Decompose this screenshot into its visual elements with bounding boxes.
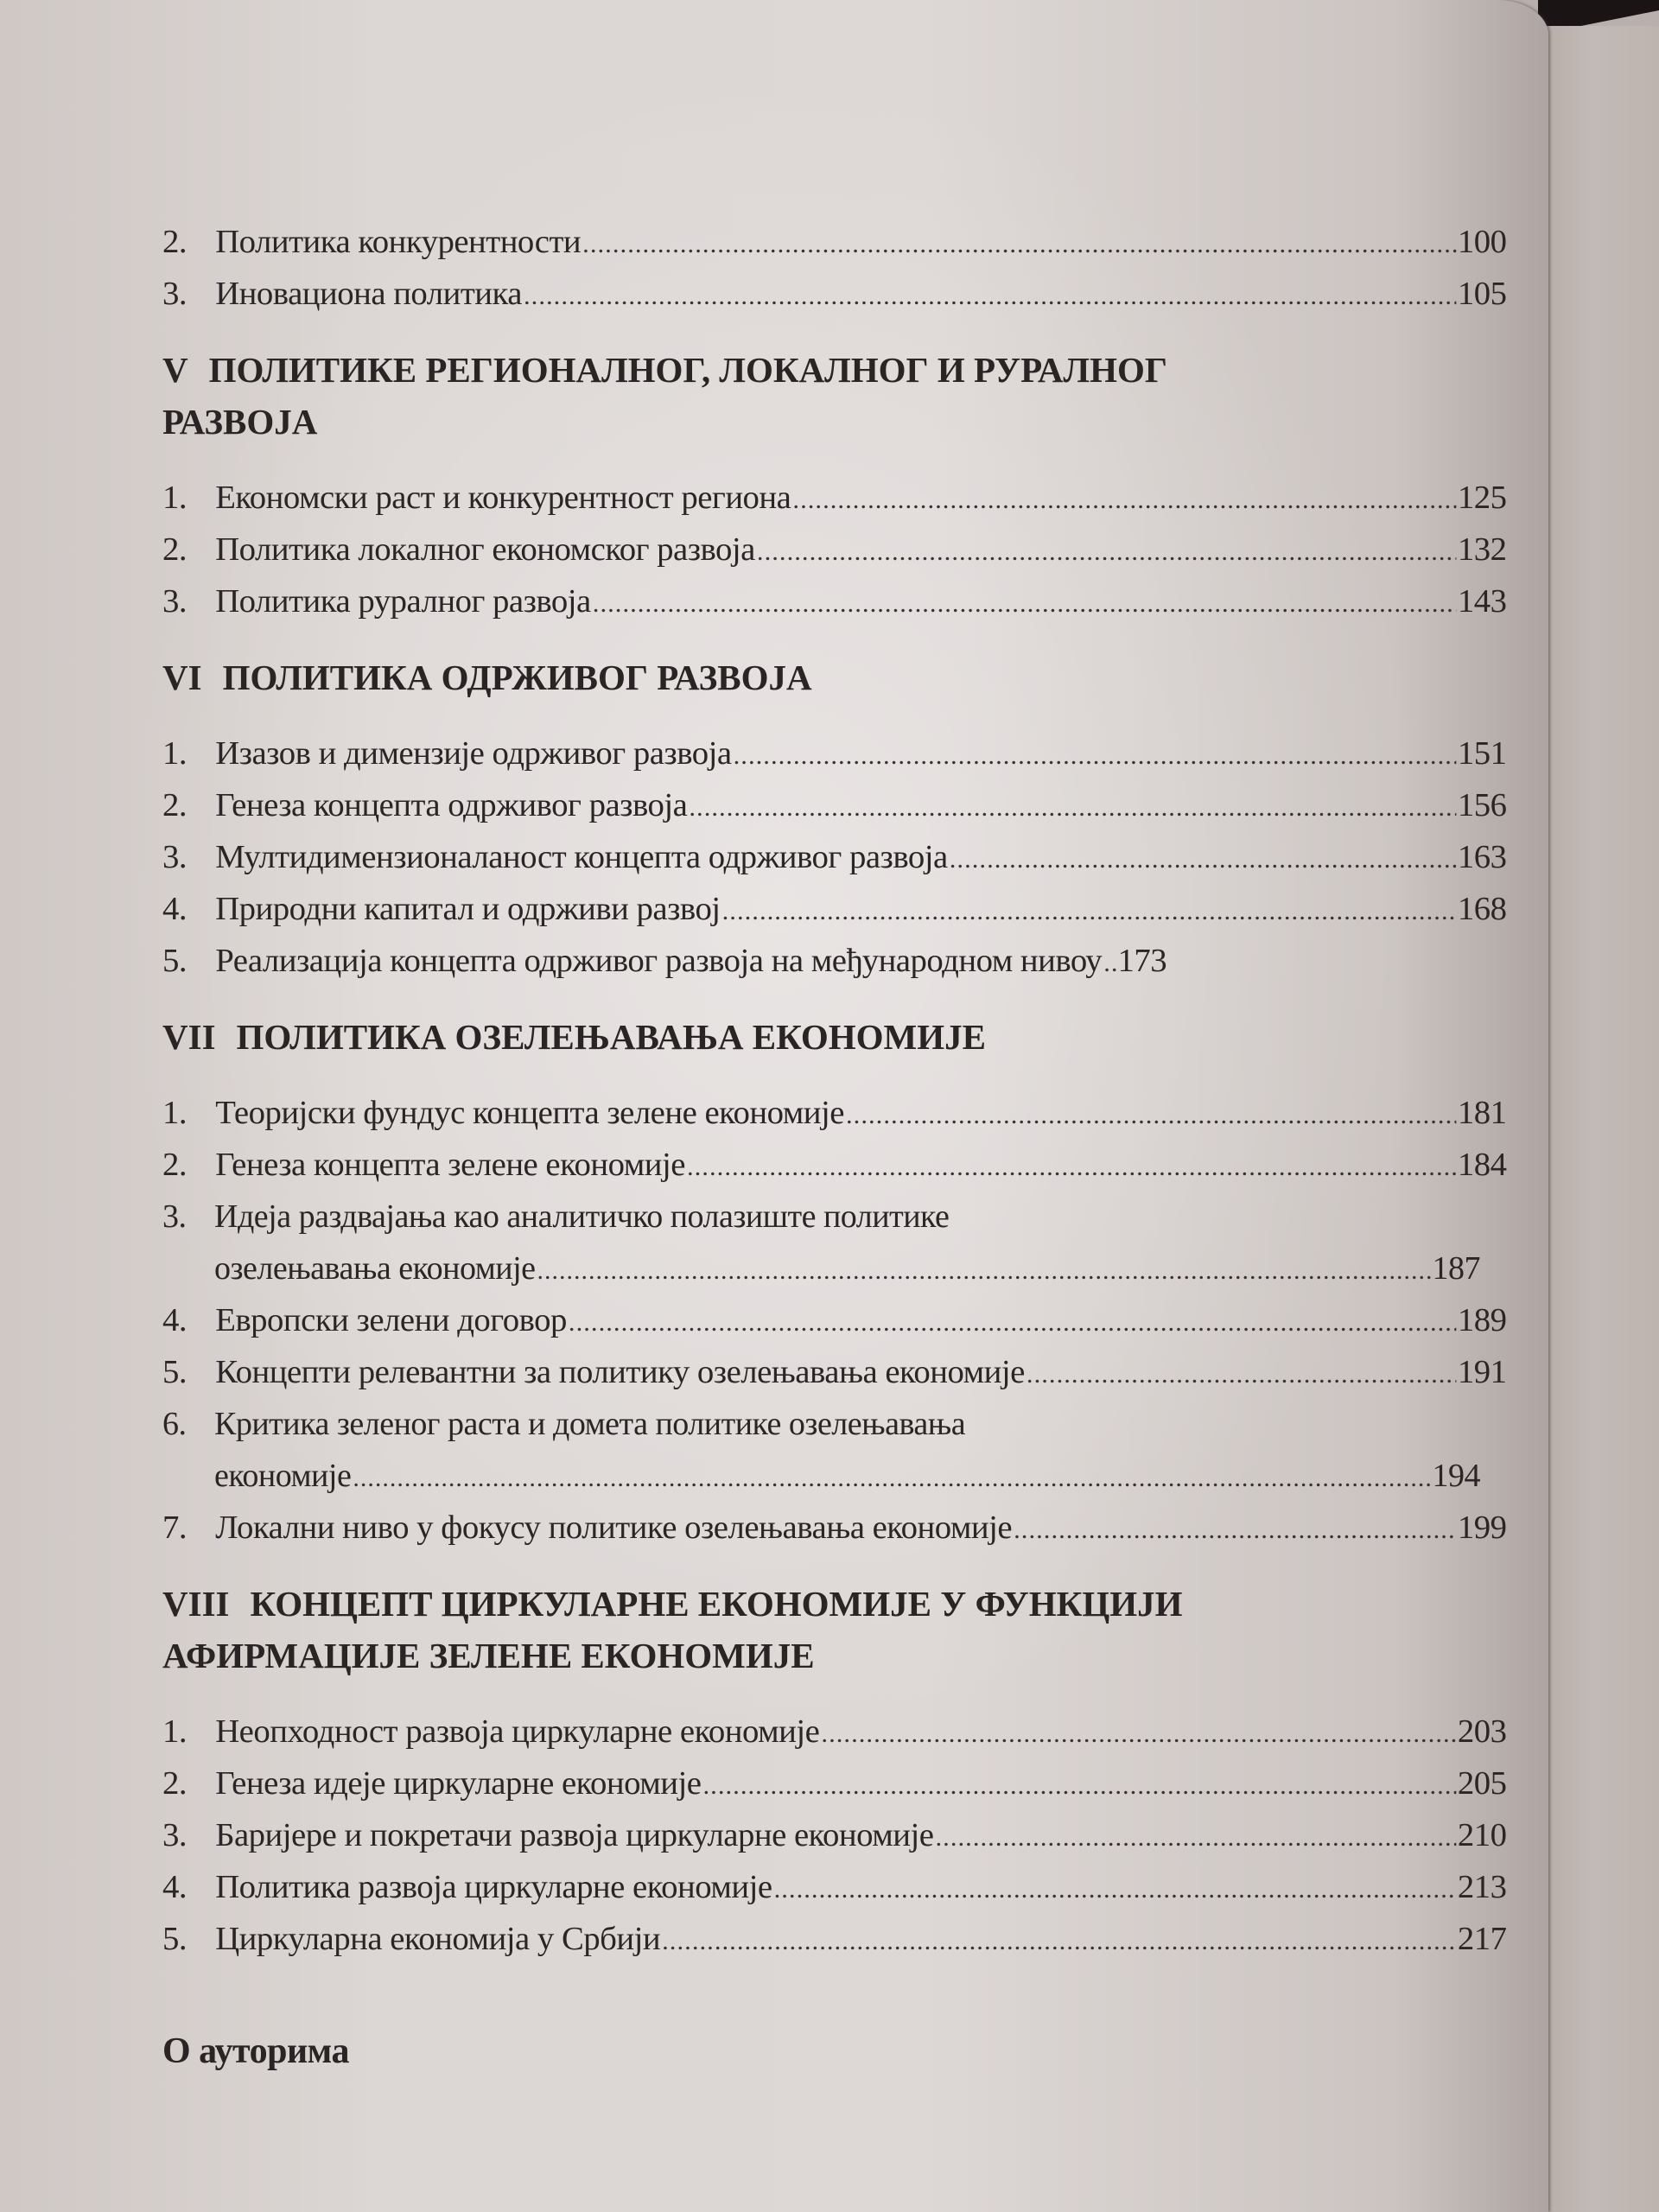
- chapter-roman-numeral: VI: [162, 658, 202, 697]
- toc-entry[interactable]: [162, 1139, 1507, 1191]
- entry-page-number: 194: [1432, 1458, 1480, 1494]
- entry-page-number: 213: [1457, 1869, 1507, 1905]
- chapter-heading-vii[interactable]: [162, 1011, 1480, 1063]
- toc-entry[interactable]: [162, 575, 1507, 627]
- entry-page-number: 217: [1457, 1921, 1507, 1957]
- entry-title: Европски зелени договор: [215, 1302, 567, 1338]
- chapter-roman-numeral: VIII: [162, 1584, 230, 1624]
- chapter-title-line1: ПОЛИТИКА ОЗЕЛЕЊАВАЊА ЕКОНОМИЈЕ: [236, 1017, 986, 1057]
- toc-entry[interactable]: [162, 1294, 1507, 1346]
- entry-page-number: 199: [1457, 1510, 1507, 1546]
- dot-leader: [582, 219, 1456, 270]
- entry-title: Природни капитал и одрживи развој: [215, 891, 721, 927]
- dot-leader: [846, 1090, 1456, 1141]
- entry-title: Циркуларна економија у Србији: [215, 1921, 661, 1957]
- entry-title: Иновациона политика: [215, 276, 522, 312]
- toc-entry[interactable]: [162, 1706, 1507, 1758]
- dot-leader: [569, 1297, 1456, 1349]
- entry-page-number: 205: [1457, 1765, 1507, 1802]
- entry-page-number: 203: [1457, 1713, 1507, 1750]
- entry-number: 5.: [162, 1921, 188, 1957]
- entry-page-number: 168: [1457, 891, 1507, 927]
- entry-title: Политика руралног развоја: [215, 583, 591, 620]
- about-authors-heading[interactable]: О ауторима: [162, 2031, 349, 2071]
- entry-number: 1.: [162, 1095, 188, 1131]
- toc-entry[interactable]: [162, 1809, 1507, 1861]
- entry-page-number: 125: [1457, 480, 1507, 516]
- entry-number: 6.: [162, 1406, 187, 1442]
- entry-number: 3.: [162, 839, 188, 875]
- chapter-heading-v[interactable]: [162, 344, 1480, 448]
- toc-entry[interactable]: [162, 268, 1507, 320]
- entry-page-number: 156: [1457, 787, 1507, 823]
- entry-page-number: 191: [1457, 1354, 1507, 1390]
- entry-number: 2.: [162, 1765, 188, 1802]
- entry-title: Реализација концепта одрживог развоја на међународном нивоу: [215, 943, 1103, 979]
- chapter-roman-numeral: VII: [162, 1017, 216, 1057]
- entry-number: 4.: [162, 1302, 188, 1338]
- dot-leader: [722, 886, 1456, 938]
- toc-entry[interactable]: [162, 1087, 1507, 1139]
- entry-page-number: 143: [1457, 583, 1507, 620]
- entry-number: 2.: [162, 787, 188, 823]
- entry-title-continuation: озелењавања економије: [214, 1250, 536, 1287]
- entry-title: Идеја раздвајања као аналитичко полазиште политике: [214, 1198, 950, 1235]
- entry-number: 1.: [162, 1713, 188, 1750]
- dot-leader: [689, 782, 1455, 834]
- dot-leader: [1027, 1349, 1456, 1401]
- toc-entry[interactable]: [162, 524, 1507, 575]
- entry-title: Генеза концепта зелене економије: [215, 1147, 685, 1183]
- toc-entry[interactable]: [162, 472, 1507, 524]
- entry-number: 1.: [162, 735, 188, 772]
- toc-entry[interactable]: [162, 1913, 1507, 1965]
- chapter-heading-viii[interactable]: [162, 1578, 1480, 1681]
- toc-entry[interactable]: [162, 779, 1507, 831]
- dot-leader: [950, 834, 1456, 886]
- entry-number: 3.: [162, 1198, 187, 1235]
- entry-number: 7.: [162, 1510, 188, 1546]
- entry-title: Политика конкурентности: [215, 224, 582, 260]
- entry-page-number: 151: [1457, 735, 1507, 772]
- dot-leader: [353, 1452, 1430, 1504]
- entry-number: 2.: [162, 1147, 188, 1183]
- toc-entry[interactable]: [162, 1346, 1507, 1398]
- toc-entry[interactable]: [162, 1502, 1507, 1554]
- toc-entry[interactable]: [162, 216, 1507, 268]
- dot-leader: [774, 1864, 1456, 1916]
- chapter-heading-vi[interactable]: [162, 652, 1480, 703]
- toc-entry[interactable]: [162, 831, 1507, 883]
- entry-title: Неопходност развоја циркуларне економије: [215, 1713, 820, 1750]
- chapter-title-line1: КОНЦЕПТ ЦИРКУЛАРНЕ ЕКОНОМИЈЕ У ФУНКЦИЈИ: [250, 1584, 1183, 1624]
- dot-leader: [1014, 1504, 1456, 1556]
- toc-entry[interactable]: [162, 1398, 1480, 1502]
- entry-number: 2.: [162, 224, 188, 260]
- toc-entry[interactable]: [162, 1861, 1507, 1913]
- dot-leader: [792, 474, 1455, 526]
- entry-page-number: 187: [1432, 1250, 1480, 1287]
- dot-leader: [687, 1141, 1456, 1193]
- toc-entry[interactable]: [162, 1758, 1507, 1809]
- dot-leader: [734, 730, 1456, 782]
- entry-number: 1.: [162, 480, 188, 516]
- chapter-title-line2: РАЗВОЈА: [162, 402, 318, 442]
- entry-number: 5.: [162, 1354, 188, 1390]
- entry-number: 3.: [162, 583, 188, 620]
- entry-number: 4.: [162, 1869, 188, 1905]
- entry-title: Критика зеленог раста и домета политике озелењавања: [214, 1406, 966, 1442]
- dot-leader: [524, 270, 1456, 322]
- entry-title: Економски раст и конкурентност региона: [215, 480, 791, 516]
- dot-leader: [1103, 938, 1116, 989]
- entry-number: 2.: [162, 531, 188, 568]
- entry-title: Баријере и покретачи развоја циркуларне економије: [215, 1817, 934, 1853]
- entry-number: 3.: [162, 1817, 188, 1853]
- table-of-contents: [162, 216, 1507, 2077]
- entry-page-number: 132: [1457, 531, 1507, 568]
- dot-leader: [662, 1916, 1456, 1967]
- chapter-title-line1: ПОЛИТИКА ОДРЖИВОГ РАЗВОЈА: [222, 658, 812, 697]
- next-page-edge: [1547, 26, 1659, 2212]
- entry-title: Мултидимензионаланост концепта одрживог развоја: [215, 839, 948, 875]
- entry-page-number: 173: [1117, 943, 1167, 979]
- dot-leader: [537, 1245, 1431, 1297]
- entry-title-continuation: економије: [214, 1458, 352, 1494]
- chapter-title-line1: ПОЛИТИКЕ РЕГИОНАЛНОГ, ЛОКАЛНОГ И РУРАЛНОГ: [208, 350, 1167, 390]
- dot-leader: [757, 526, 1456, 578]
- toc-entry[interactable]: [162, 935, 1507, 987]
- entry-page-number: 163: [1457, 839, 1507, 875]
- toc-entry[interactable]: [162, 728, 1507, 779]
- entry-title: Политика локалног економског развоја: [215, 531, 755, 568]
- entry-number: 4.: [162, 891, 188, 927]
- dot-leader: [935, 1812, 1455, 1864]
- dot-leader: [593, 578, 1456, 630]
- entry-title: Генеза идеје циркуларне економије: [215, 1765, 702, 1802]
- entry-page-number: 210: [1457, 1817, 1507, 1853]
- entry-number: 5.: [162, 943, 188, 979]
- dot-leader: [702, 1760, 1455, 1812]
- entry-page-number: 189: [1457, 1302, 1507, 1338]
- entry-title: Изазов и димензије одрживог развоја: [215, 735, 732, 772]
- entry-page-number: 181: [1457, 1095, 1507, 1131]
- entry-page-number: 105: [1457, 276, 1507, 312]
- toc-entry[interactable]: [162, 883, 1507, 935]
- entry-page-number: 100: [1457, 224, 1507, 260]
- chapter-roman-numeral: V: [162, 350, 188, 390]
- dot-leader: [821, 1708, 1455, 1760]
- entry-number: 3.: [162, 276, 188, 312]
- chapter-title-line2: АФИРМАЦИЈЕ ЗЕЛЕНЕ ЕКОНОМИЈЕ: [162, 1636, 815, 1675]
- toc-entry[interactable]: [162, 1191, 1480, 1294]
- entry-title: Политика развоја циркуларне економије: [215, 1869, 772, 1905]
- entry-title: Концепти релевантни за политику озелењавања економије: [215, 1354, 1025, 1390]
- entry-page-number: 184: [1457, 1147, 1507, 1183]
- entry-title: Теоријски фундус концепта зелене економије: [215, 1095, 844, 1131]
- entry-title: Генеза концепта одрживог развоја: [215, 787, 688, 823]
- entry-title: Локални ниво у фокусу политике озелењавања економије: [215, 1510, 1013, 1546]
